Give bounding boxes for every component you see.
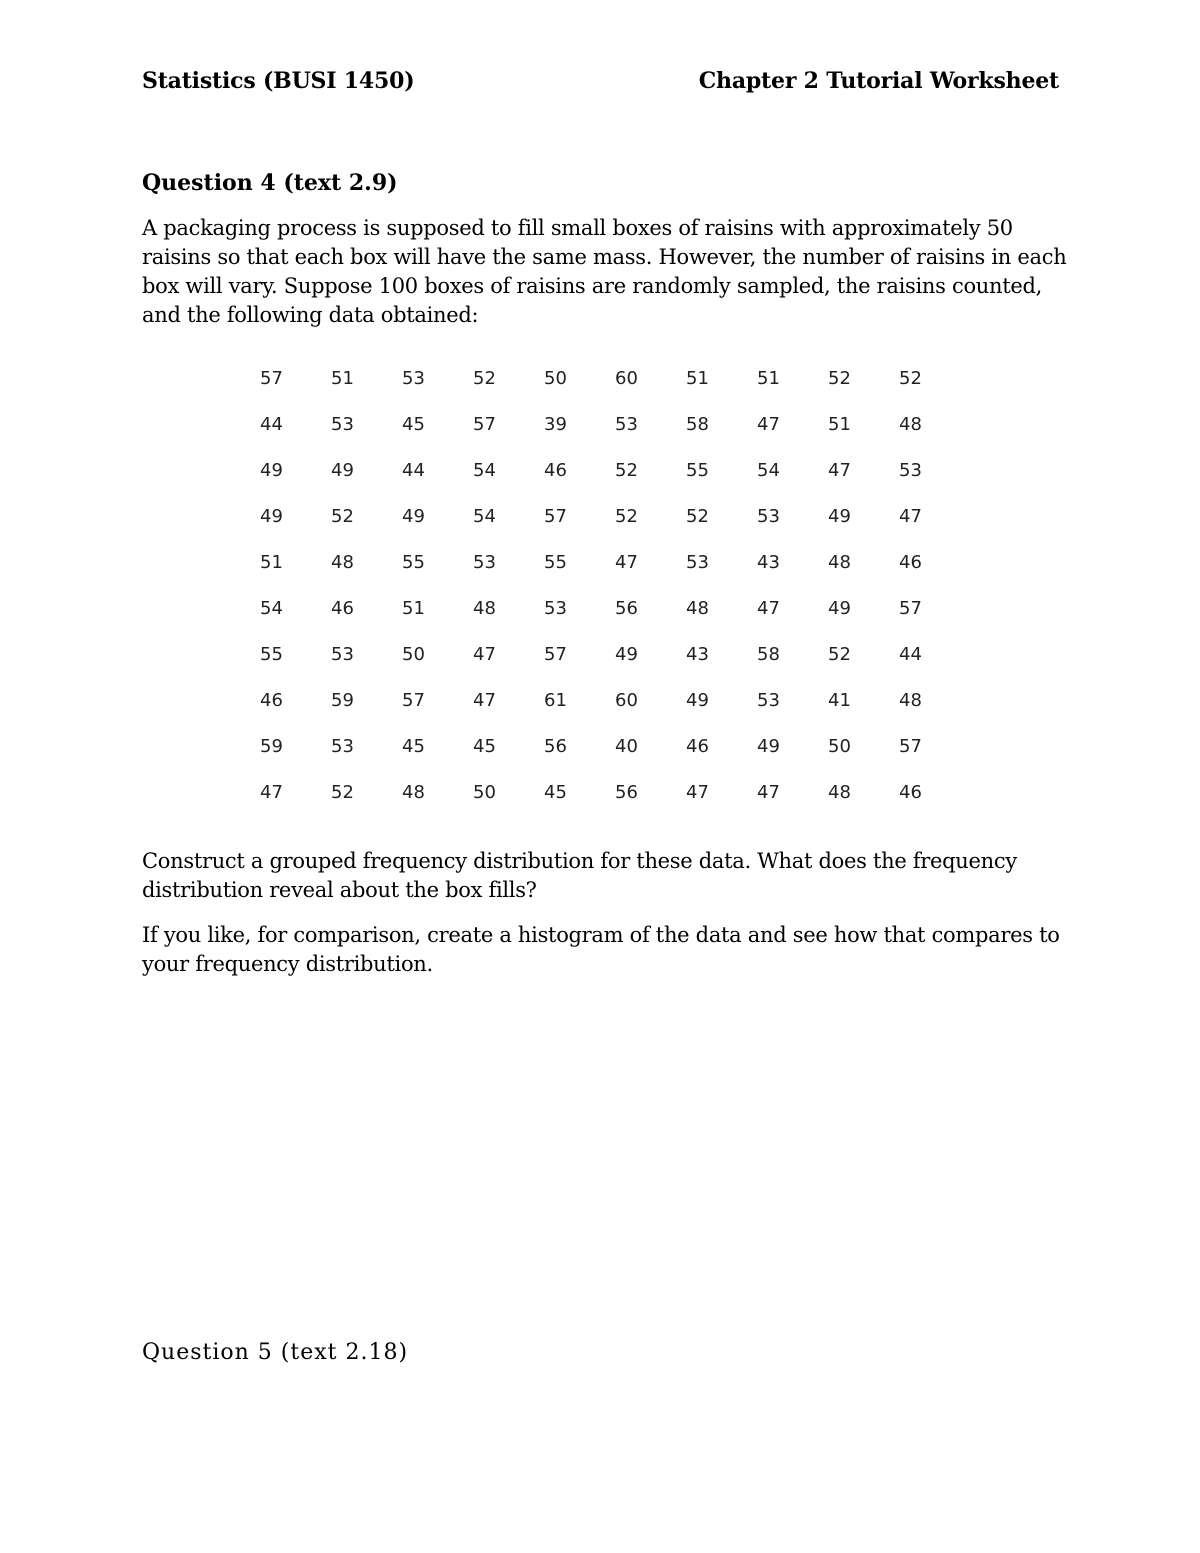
data-cell: 53 [757, 505, 780, 527]
data-cell: 50 [828, 735, 851, 757]
data-cell: 57 [402, 689, 425, 711]
data-cell: 47 [757, 597, 780, 619]
data-cell: 45 [473, 735, 496, 757]
data-cell: 52 [331, 505, 354, 527]
data-cell: 53 [402, 367, 425, 389]
worksheet-title: Chapter 2 Tutorial Worksheet [698, 68, 1059, 94]
data-cell: 53 [331, 643, 354, 665]
question-5-title: Question 5 (text 2.18) [142, 1340, 409, 1365]
data-cell: 54 [473, 505, 496, 527]
data-cell: 48 [473, 597, 496, 619]
data-cell: 57 [899, 597, 922, 619]
data-cell: 59 [331, 689, 354, 711]
data-cell: 50 [402, 643, 425, 665]
data-cell: 44 [260, 413, 283, 435]
data-cell: 43 [757, 551, 780, 573]
data-cell: 53 [899, 459, 922, 481]
data-cell: 43 [686, 643, 709, 665]
data-cell: 46 [899, 551, 922, 573]
data-cell: 55 [686, 459, 709, 481]
data-cell: 52 [615, 505, 638, 527]
data-cell: 48 [402, 781, 425, 803]
data-cell: 52 [686, 505, 709, 527]
data-cell: 56 [615, 781, 638, 803]
data-cell: 49 [828, 505, 851, 527]
data-cell: 54 [473, 459, 496, 481]
data-cell: 55 [544, 551, 567, 573]
data-cell: 49 [615, 643, 638, 665]
data-cell: 53 [331, 735, 354, 757]
data-cell: 47 [615, 551, 638, 573]
data-cell: 45 [402, 413, 425, 435]
data-cell: 47 [757, 781, 780, 803]
data-cell: 48 [331, 551, 354, 573]
data-cell: 57 [544, 505, 567, 527]
data-cell: 52 [331, 781, 354, 803]
data-cell: 53 [615, 413, 638, 435]
data-cell: 53 [544, 597, 567, 619]
data-cell: 52 [828, 643, 851, 665]
data-cell: 39 [544, 413, 567, 435]
data-row [236, 723, 946, 769]
data-cell: 61 [544, 689, 567, 711]
data-row [236, 401, 946, 447]
data-cell: 48 [899, 413, 922, 435]
data-cell: 55 [260, 643, 283, 665]
question-4-histogram-prompt: If you like, for comparison, create a histogram of the data and see how that compares to your frequency distribution. [142, 923, 1060, 976]
data-cell: 54 [757, 459, 780, 481]
data-cell: 56 [615, 597, 638, 619]
raisin-data-table [236, 355, 946, 815]
data-cell: 48 [828, 551, 851, 573]
data-cell: 49 [686, 689, 709, 711]
data-cell: 53 [331, 413, 354, 435]
data-cell: 47 [260, 781, 283, 803]
course-title: Statistics (BUSI 1450) [142, 68, 415, 94]
data-cell: 47 [899, 505, 922, 527]
data-cell: 47 [757, 413, 780, 435]
data-cell: 48 [828, 781, 851, 803]
data-row [236, 585, 946, 631]
data-cell: 49 [828, 597, 851, 619]
data-cell: 46 [686, 735, 709, 757]
data-cell: 44 [899, 643, 922, 665]
data-row [236, 355, 946, 401]
data-row [236, 447, 946, 493]
question-4-title: Question 4 (text 2.9) [142, 170, 398, 196]
data-row [236, 769, 946, 815]
data-cell: 58 [686, 413, 709, 435]
data-cell: 56 [544, 735, 567, 757]
data-cell: 57 [260, 367, 283, 389]
page-header [142, 68, 1059, 94]
data-cell: 57 [899, 735, 922, 757]
question-4-construct-prompt: Construct a grouped frequency distribution for these data. What does the frequency distribution reveal about the box fills? [142, 849, 1017, 902]
data-cell: 57 [544, 643, 567, 665]
data-cell: 45 [402, 735, 425, 757]
data-cell: 51 [757, 367, 780, 389]
data-cell: 44 [402, 459, 425, 481]
data-row [236, 631, 946, 677]
data-cell: 53 [757, 689, 780, 711]
data-cell: 60 [615, 367, 638, 389]
data-cell: 46 [260, 689, 283, 711]
data-cell: 51 [686, 367, 709, 389]
data-cell: 50 [544, 367, 567, 389]
data-cell: 54 [260, 597, 283, 619]
data-cell: 49 [402, 505, 425, 527]
data-cell: 53 [473, 551, 496, 573]
data-cell: 49 [757, 735, 780, 757]
data-cell: 53 [686, 551, 709, 573]
data-cell: 52 [828, 367, 851, 389]
data-cell: 47 [473, 643, 496, 665]
data-cell: 55 [402, 551, 425, 573]
data-cell: 49 [260, 505, 283, 527]
data-cell: 46 [899, 781, 922, 803]
data-cell: 60 [615, 689, 638, 711]
data-cell: 51 [828, 413, 851, 435]
data-cell: 50 [473, 781, 496, 803]
data-cell: 57 [473, 413, 496, 435]
data-cell: 51 [331, 367, 354, 389]
data-row [236, 677, 946, 723]
data-cell: 49 [260, 459, 283, 481]
data-cell: 41 [828, 689, 851, 711]
data-cell: 46 [544, 459, 567, 481]
data-cell: 47 [686, 781, 709, 803]
data-cell: 48 [899, 689, 922, 711]
question-4-intro: A packaging process is supposed to fill small boxes of raisins with approximately 50 raisins so that each box will have the same mass. However, the number of raisins in each box will vary. Suppose 100 boxes of raisins are randomly sampled, the raisins counted, and the following data obtained: [142, 216, 1067, 327]
data-row [236, 493, 946, 539]
data-cell: 59 [260, 735, 283, 757]
data-cell: 52 [615, 459, 638, 481]
data-cell: 48 [686, 597, 709, 619]
data-cell: 45 [544, 781, 567, 803]
data-row [236, 539, 946, 585]
data-cell: 46 [331, 597, 354, 619]
data-cell: 47 [473, 689, 496, 711]
data-cell: 52 [473, 367, 496, 389]
data-cell: 40 [615, 735, 638, 757]
data-cell: 49 [331, 459, 354, 481]
data-cell: 51 [402, 597, 425, 619]
data-cell: 58 [757, 643, 780, 665]
data-cell: 51 [260, 551, 283, 573]
data-cell: 52 [899, 367, 922, 389]
data-cell: 47 [828, 459, 851, 481]
